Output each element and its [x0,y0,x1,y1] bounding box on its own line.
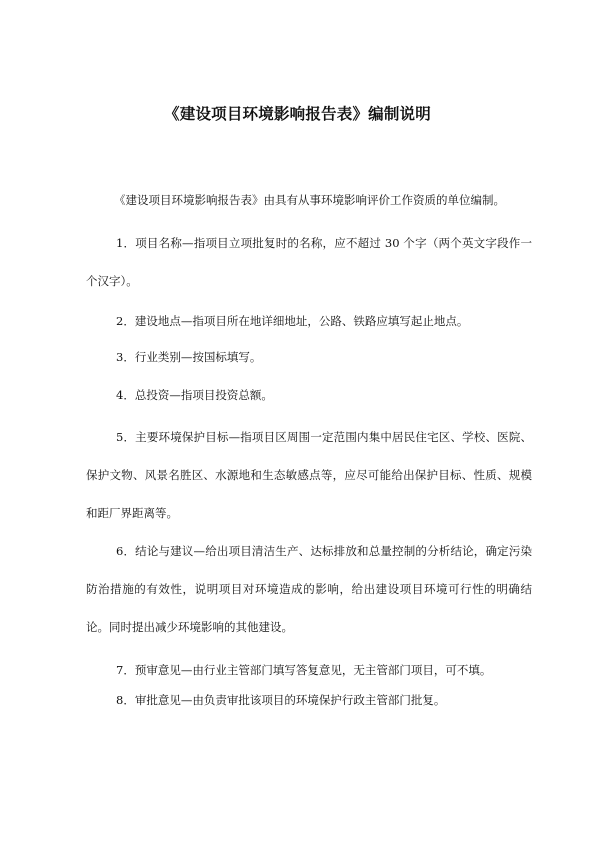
item-total-investment: 4．总投资—指项目投资总额。 [116,388,273,402]
item-protection-targets: 5．主要环境保护目标—指项目区周围一定范围内集中居民住宅区、学校、医院、保护文物、风景名胜区、水源地和生态敏感点等，应尽可能给出保护目标、性质、规模和距厂界距离等。 [86,430,532,520]
item-industry-category: 3．行业类别—按国标填写。 [116,350,262,364]
document-title: 《建设项目环境影响报告表》编制说明 [164,105,431,123]
intro-paragraph: 《建设项目环境影响报告表》由具有从事环境影响评价工作资质的单位编制。 [114,193,505,207]
item-construction-site: 2．建设地点—指项目所在地详细地址，公路、铁路应填写起止地点。 [116,314,469,328]
item-approval-opinion: 8．审批意见—由负责审批该项目的环境保护行政主管部门批复。 [116,693,446,707]
item-preliminary-review: 7．预审意见—由行业主管部门填写答复意见，无主管部门项目，可不填。 [116,663,492,677]
item-conclusions: 6．结论与建议—给出项目清洁生产、达标排放和总量控制的分析结论，确定污染防治措施的有效性，说明项目对环境造成的影响，给出建设项目环境可行性的明确结论。同时提出减少环境影响的其他建设。 [86,544,532,634]
item-project-name: 1．项目名称—指项目立项批复时的名称，应不超过 30 个字（两个英文字段作一个汉字）。 [86,236,532,288]
